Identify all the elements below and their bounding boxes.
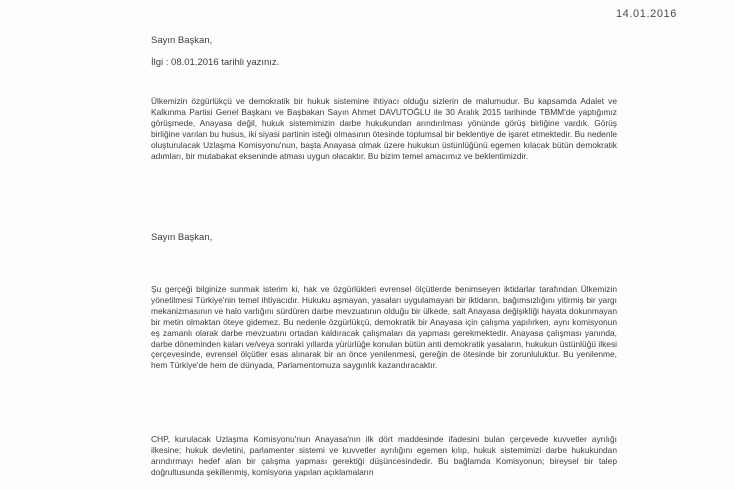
salutation: Sayın Başkan, [151, 35, 213, 46]
letter-date: 14.01.2016 [615, 8, 677, 20]
reference-line: İlgi : 08.01.2016 tarihli yazınız. [151, 57, 280, 68]
paragraph-1: Ülkemizin özgürlükçü ve demokratik bir hukuk sistemine ihtiyacı olduğu sizlerin de malumudur. Bu kapsamda Adalet ve Kalkınma Partisi Genel Başkanı ve Başbakan Sayın Ahmet DAVUTOĞLU ile 30 Aralık 2015 tarihinde TBMM'de yaptığımız görüşmede, Anayasa değil, hukuk sistemimizin darbe hukukundan arındırılması yönünde görüş birliğine vardık. Görüş birliğine varılan bu husus, iki siyasi partinin isteği olmasının ötesinde toplumsal bir beklentiye de işaret etmektedir. Bu nedenle oluşturulacak Uzlaşma Komisyonu'nun, başta Anayasa olmak üzere hukukun üstünlüğünü egemen kılacak bütün demokratik adımları, bir mutabakat ekseninde atması uygun olacaktır. Bu bizim temel amacımız ve beklentimizdir. [151, 96, 617, 161]
salutation-2: Sayın Başkan, [151, 232, 213, 243]
paragraph-3: CHP, kurulacak Uzlaşma Komisyonu'nun Anayasa'nın ilk dört maddesinde ifadesini bulan çerçevede kuvvetler ayrılığı ilkesine; hukuk devletini, parlamenter sistemi ve kuvvetler ayrılığını egemen kılıp, hukuk sistemimizi darbe hukukundan arındırmayı hedef alan bir çalışma yapması gerektiği düşüncesindedir. Bu bağlamda Komisyonun; bireysel bir talep doğrultusunda şekillenmiş, komisyona yapılan açıklamaların [151, 434, 617, 477]
paragraph-2: Şu gerçeği bilginize sunmak isterim ki, hak ve özgürlükleri evrensel ölçütlerde benimseyen iktidarlar tarafından Ülkemizin yönetilmesi Türkiye'nin temel ihtiyacıdır. Hukuku aşmayan, yasaları uygulamayan bir iktidarın, bağımsızlığını yitirmiş bir yargı mekanizmasının ve halo varlığını sürdüren darbe mevzuatının olduğu bir ülkede, salt Anayasa değişikliği hayata dokunmayan bir metin olmaktan öteye gidemez. Bu nedenle özgürlükçü, demokratik bir Anayasa için çalışma yapılırken, aynı komisyonun eş zamanlı olarak darbe mevzuatını ortadan kaldıracak çalışmaları da yapması gerekmektedir. Anayasa çalışması yanında, darbe döneminden kalan ve/veya sonraki yıllarda yürürlüğe konulan bütün anti demokratik yasaların, hukukun üstünlüğü ilkesi çerçevesinde, evrensel ölçütler esas alınarak bir an önce yenilenmesi, gereğin de ötesinde bir zorunluluktur. Bu yenilenme, hem Türkiye'de hem de dünyada, Parlamentomuza saygınlık kazandıracaktır. [151, 284, 617, 371]
